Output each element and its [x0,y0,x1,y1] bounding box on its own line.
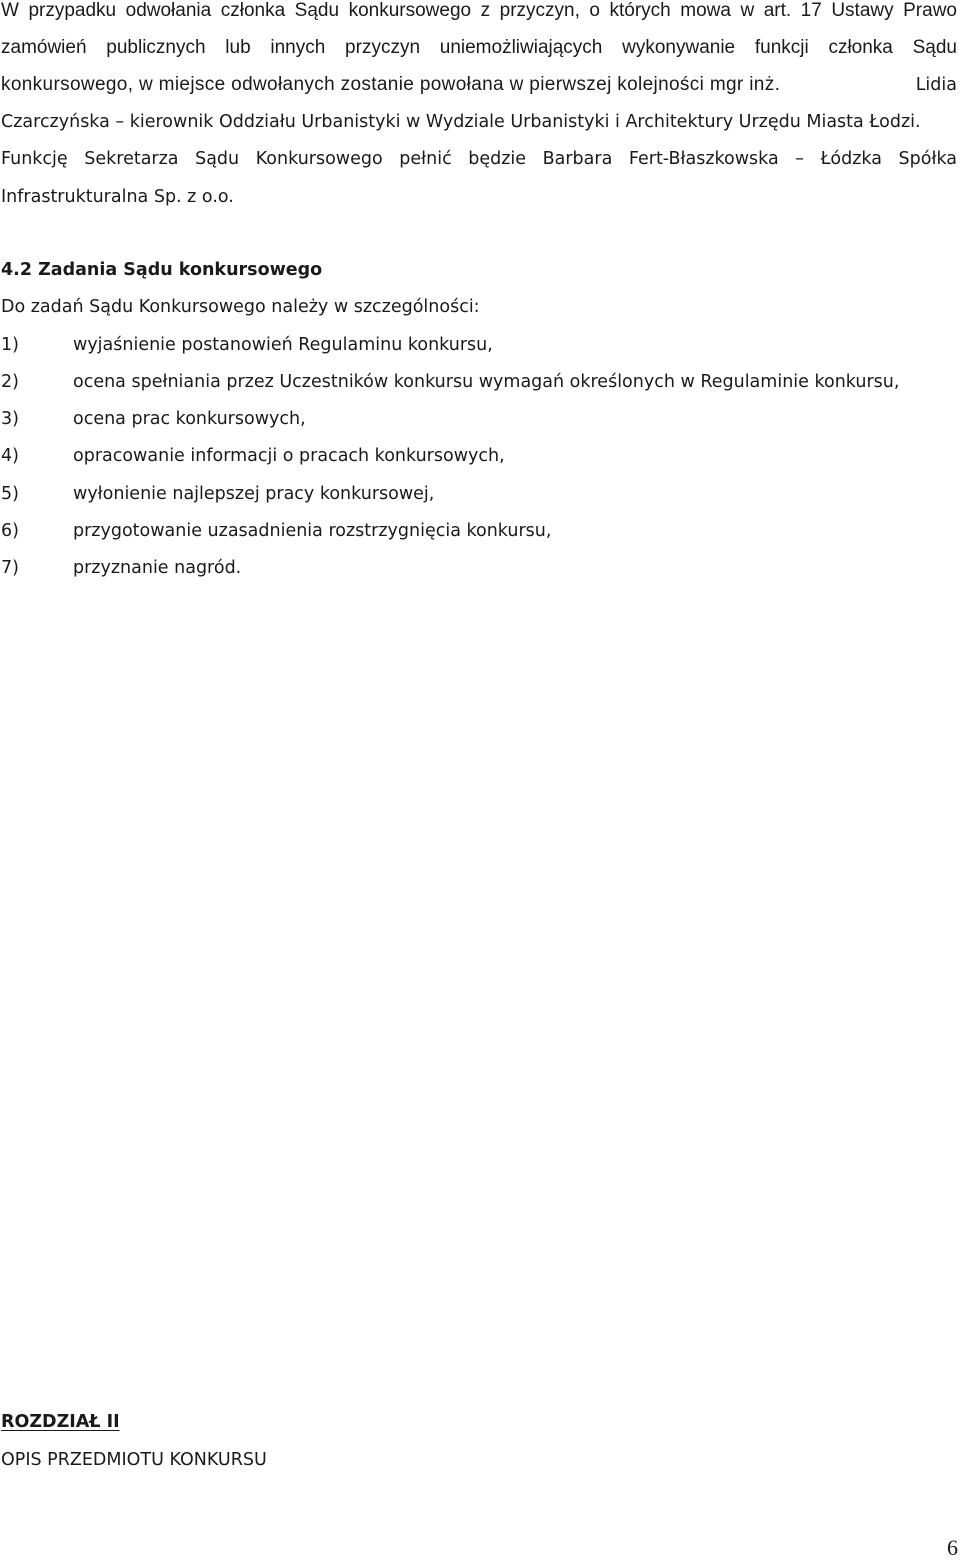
chapter-subtitle: OPIS PRZEDMIOTU KONKURSU [1,1450,267,1470]
list-item-text: wyłonienie najlepszej pracy konkursowej, [73,484,435,504]
list-item-text: wyjaśnienie postanowień Regulaminu konkursu, [73,335,493,355]
paragraph-line: zamówień publicznych lub innych przyczyn uniemożliwiających wykonywanie funkcji członka Sądu [1,37,957,58]
list-item-text: przyznanie nagród. [73,558,242,578]
paragraph-line: Infrastrukturalna Sp. z o.o. [1,187,234,207]
list-item-number: 1) [1,335,19,355]
list-item-text: ocena prac konkursowych, [73,409,306,429]
list-item-number: 6) [1,521,19,541]
paragraph-line-mixed [1,72,957,98]
page-number: 6 [947,1535,958,1560]
list-item-number: 4) [1,446,19,466]
section-heading: 4.2 Zadania Sądu konkursowego [1,260,323,280]
list-item-number: 2) [1,372,19,392]
paragraph-line: W przypadku odwołania członka Sądu konkursowego z przyczyn, o których mowa w art. 17 Ustawy Prawo [1,0,957,21]
list-item-number: 3) [1,409,19,429]
chapter-title: ROZDZIAŁ II [1,1412,120,1432]
list-item-number: 5) [1,484,19,504]
list-item-number: 7) [1,558,19,578]
section-intro: Do zadań Sądu Konkursowego należy w szczególności: [1,297,480,317]
paragraph-line: Czarczyńska – kierownik Oddziału Urbanistyki w Wydziale Urbanistyki i Architektury Urzędu Miasta Łodzi. [1,112,921,132]
list-item-text: ocena spełniania przez Uczestników konkursu wymagań określonych w Regulaminie konkursu, [73,372,900,392]
paragraph-text-arial: konkursowego, w miejsce odwołanych zostanie powołana w pierwszej kolejności mgr inż. [1,74,781,95]
paragraph-text-verdana: Lidia [915,75,957,95]
list-item-text: przygotowanie uzasadnienia rozstrzygnięcia konkursu, [73,521,552,541]
paragraph-line: Funkcję Sekretarza Sądu Konkursowego pełnić będzie Barbara Fert-Błaszkowska – Łódzka Spółka [1,149,957,169]
list-item-text: opracowanie informacji o pracach konkursowych, [73,446,505,466]
